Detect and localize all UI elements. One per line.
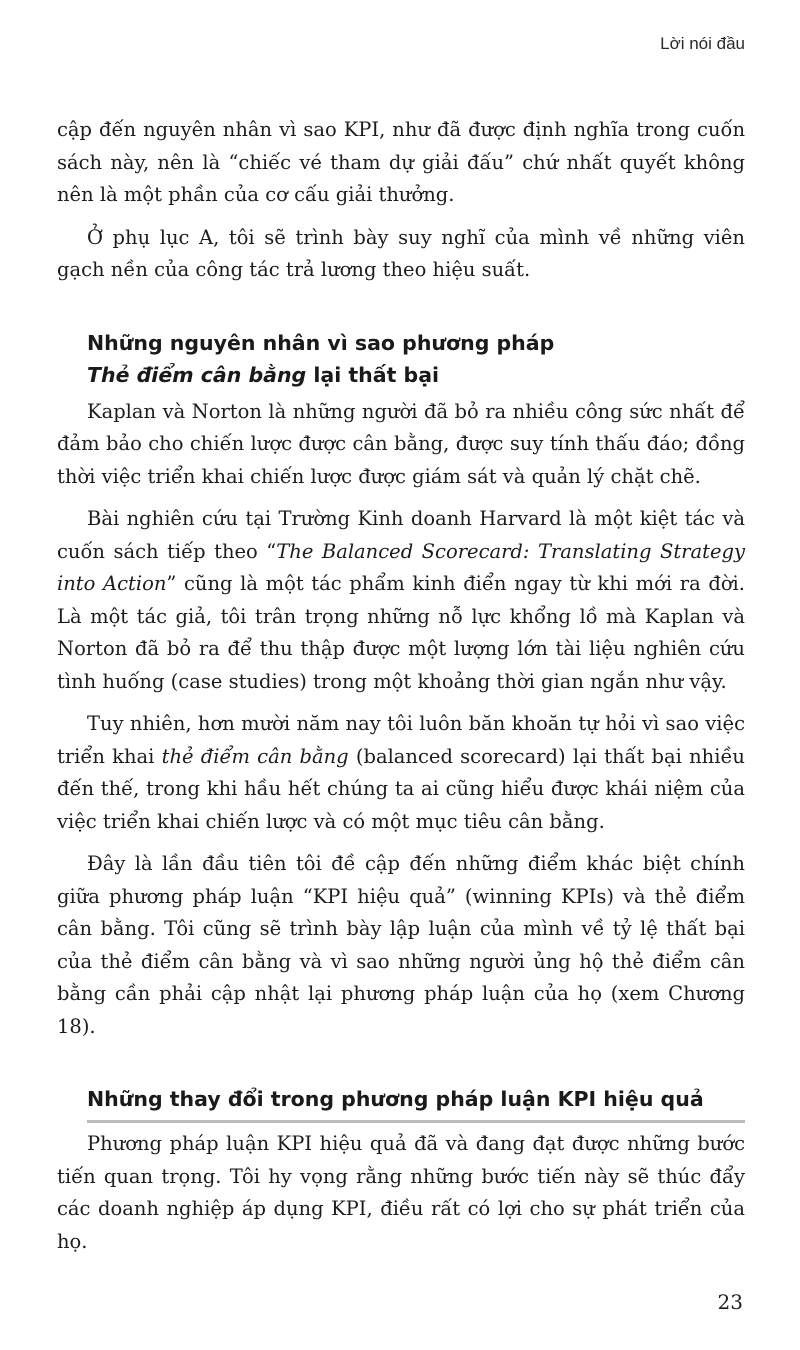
paragraph-harvard [57,503,745,698]
paragraph-first-time: Đây là lần đầu tiên tôi đề cập đến những điểm khác biệt chính giữa phương pháp luận “KPI hiệu quả” (winning KPIs) và thẻ điểm cân bằng. Tôi cũng sẽ trình bày lập luận của mình về tỷ lệ thất bại của thẻ điểm cân bằng và vì sao những người ủng hộ thẻ điểm cân bằng cần phải cập nhật lại phương pháp luận của họ (xem Chương 18). [57,852,745,1038]
paragraph-however [57,708,745,838]
text-run: Bài nghiên cứu tại Trường Kinh doanh Harvard là một kiệt tác và cuốn sách tiếp theo “ [57,507,745,563]
page-body [57,114,745,1268]
paragraph-kaplan-norton: Kaplan và Norton là những người đã bỏ ra nhiều công sức nhất để đảm bảo cho chiến lược được cân bằng, được suy tính thấu đáo; đồng thời việc triển khai chiến lược được giám sát và quản lý chặt chẽ. [57,399,745,488]
text-run: Tuy nhiên, hơn mười năm nay tôi luôn băn khoăn tự hỏi vì sao việc triển khai [57,712,745,768]
book-title-italic: The Balanced Scorecard: Translating Strategy into Action [57,539,745,595]
heading-line-2-rest: lại thất bại [306,362,440,387]
paragraph-appendix-a: Ở phụ lục A, tôi sẽ trình bày suy nghĩ của mình về những viên gạch nền của công tác trả lương theo hiệu suất. [57,225,745,281]
text-run: (balanced scorecard) lại thất bại nhiều đến thế, trong khi hầu hết chúng ta ai cũng hiểu được khái niệm của việc triển khai chiến lược và có một mục tiêu cân bằng. [57,744,745,833]
section-heading-balanced-scorecard [87,327,745,391]
running-header: Lời nói đầu [660,34,745,53]
heading-italic-term: Thẻ điểm cân bằng [87,362,307,387]
paragraph-kpi-progress: Phương pháp luận KPI hiệu quả đã và đang đạt được những bước tiến quan trọng. Tôi hy vọng rằng những bước tiến này sẽ thúc đẩy các doanh nghiệp áp dụng KPI, điều rất có lợi cho sự phát triển của họ. [57,1132,745,1253]
paragraph-continued: cập đến nguyên nhân vì sao KPI, như đã được định nghĩa trong cuốn sách này, nên là “chiếc vé tham dự giải đấu” chứ nhất quyết không nên là một phần của cơ cấu giải thưởng. [57,118,745,206]
section-heading-kpi-changes: Những thay đổi trong phương pháp luận KPI hiệu quả [87,1083,745,1123]
term-italic: thẻ điểm cân bằng [161,744,349,768]
text-run: ” cũng là một tác phẩm kinh điển ngay từ khi mới ra đời. Là một tác giả, tôi trân trọng những nỗ lực khổng lồ mà Kaplan và Norton đã bỏ ra để thu thập được một lượng lớn tài liệu nghiên cứu tình huống (case studies) trong một khoảng thời gian ngắn như vậy. [57,572,745,693]
heading-line-1: Những nguyên nhân vì sao phương pháp [87,330,555,355]
page-number: 23 [717,1290,743,1314]
